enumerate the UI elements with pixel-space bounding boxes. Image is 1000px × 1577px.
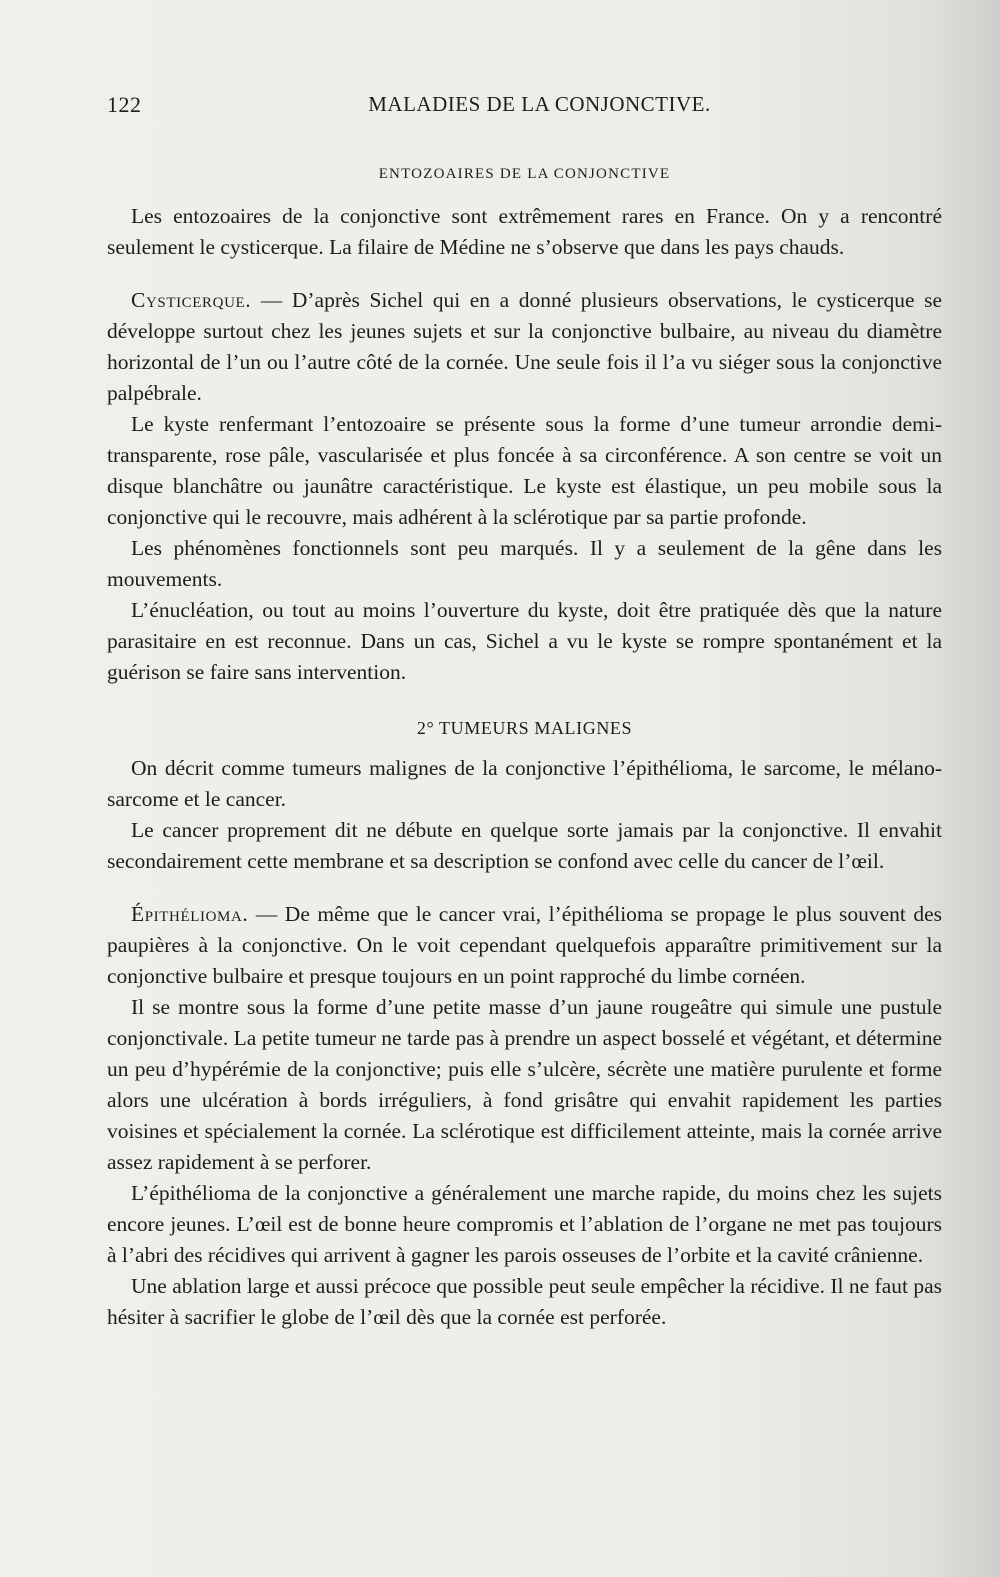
subsection-label-cysticerque: Cysticerque. (131, 288, 252, 312)
section-heading-tumeurs: 2° TUMEURS MALIGNES (416, 718, 633, 738)
paragraph: L’épithélioma de la conjonctive a généralement une marche rapide, du moins chez les sujets encore jeunes. L’œil est de bonne heure compromis et l’ablation de l’organe ne met pas toujours à l’abri des récidives qui arrivent à gagner les parois osseuses de l’orbite et la cavité crânienne. (107, 1181, 942, 1267)
paragraph: Les phénomènes fonctionnels sont peu marqués. Il y a seulement de la gêne dans les mouvements. (107, 536, 942, 591)
paragraph: Une ablation large et aussi précoce que possible peut seule empêcher la récidive. Il ne faut pas hésiter à sacrifier le globe de l’œil dès que la cornée est perforée. (107, 1274, 942, 1329)
paragraph-text: — De même que le cancer vrai, l’épithélioma se propage le plus souvent des paupières à la conjonctive. On le voit cependant quelquefois apparaître primitivement sur la conjonctive bulbaire et presque toujours en un point rapproché du limbe cornéen. (107, 902, 942, 988)
paragraph-cysticerque (107, 285, 942, 409)
section-heading-entozoaires: ENTOZOAIRES DE LA CONJONCTIVE (378, 166, 671, 182)
paragraph-epithelioma (107, 899, 942, 992)
subsection-label-epithelioma: Épithélioma. (131, 902, 249, 926)
paragraph: L’énucléation, ou tout au moins l’ouverture du kyste, doit être pratiquée dès que la nature parasitaire en est reconnue. Dans un cas, Sichel a vu le kyste se rompre spontanément et la guérison se faire sans intervention. (107, 598, 942, 684)
paragraph: Les entozoaires de la conjonctive sont extrêmement rares en France. On y a rencontré seulement le cysticerque. La filaire de Médine ne s’observe que dans les pays chauds. (107, 204, 942, 259)
page-content (107, 92, 942, 1333)
paragraph-text: — D’après Sichel qui en a donné plusieurs observations, le cysticerque se développe surtout chez les jeunes sujets et sur la conjonctive bulbaire, au niveau du diamètre horizontal de l’un ou l’autre côté de la cornée. Une seule fois il l’a vu siéger sous la conjonctive palpébrale. (107, 288, 942, 405)
paragraph: Le kyste renfermant l’entozoaire se présente sous la forme d’une tumeur arrondie demi-transparente, rose pâle, vascularisée et plus foncée à sa circonférence. A son centre se voit un disque blanchâtre ou jaunâtre caractéristique. Le kyste est élastique, un peu mobile sous la conjonctive qui le recouvre, mais adhérent à la sclérotique par sa partie profonde. (107, 412, 942, 529)
paragraph: On décrit comme tumeurs malignes de la conjonctive l’épithélioma, le sarcome, le mélano-sarcome et le cancer. (107, 756, 942, 811)
paragraph: Le cancer proprement dit ne débute en quelque sorte jamais par la conjonctive. Il envahit secondairement cette membrane et sa description se confond avec celle du cancer de l’œil. (107, 818, 942, 873)
running-title: MALADIES DE LA CONJONCTIVE. (368, 92, 711, 116)
paragraph: Il se montre sous la forme d’une petite masse d’un jaune rougeâtre qui simule une pustule conjonctivale. La petite tumeur ne tarde pas à prendre un aspect bosselé et végétant, et détermine un peu d’hypérémie de la conjonctive; puis elle s’ulcère, sécrète une matière purulente et forme alors une ulcération à bords irréguliers, à fond grisâtre qui envahit rapidement les parties voisines et spécialement la cornée. La sclérotique est difficilement atteinte, mais la cornée arrive assez rapidement à se perforer. (107, 995, 942, 1174)
running-header (107, 92, 942, 120)
page-number: 122 (107, 92, 142, 117)
